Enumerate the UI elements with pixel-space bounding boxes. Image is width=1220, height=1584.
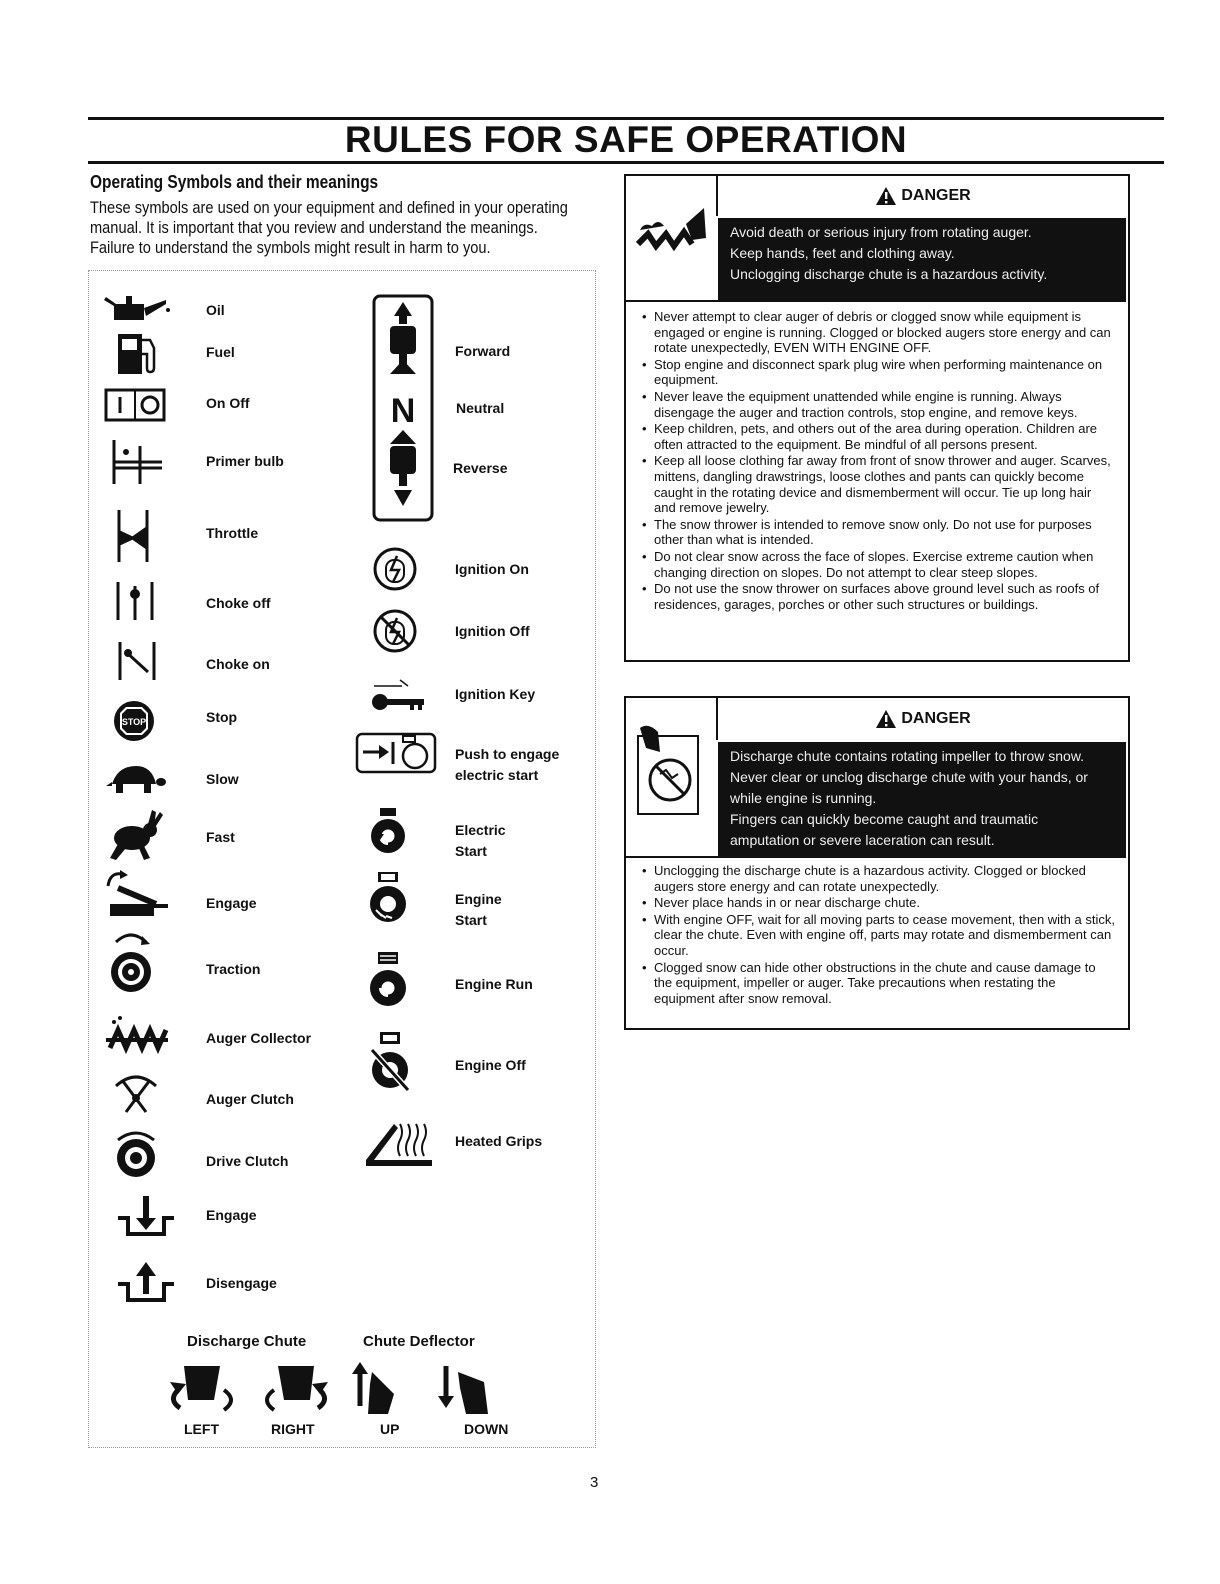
- symbol-label-traction: Traction: [206, 961, 261, 977]
- danger-message-1: [718, 218, 1126, 300]
- gear-label-reverse: Reverse: [453, 460, 508, 476]
- danger-bullets-2: [640, 863, 1116, 1007]
- ignition-key-icon: [370, 672, 426, 714]
- danger-line: Discharge chute contains rotating impeller to throw snow.: [730, 748, 1085, 764]
- danger-header-1: [716, 176, 1128, 216]
- list-item: • Stop engine and disconnect spark plug wire when performing maintenance on equipment.: [640, 357, 1116, 388]
- symbol-label-push-engage: Push to engage: [455, 746, 560, 762]
- danger-header-2: [716, 698, 1128, 740]
- choke-off-icon: [114, 580, 156, 622]
- danger-line: Avoid death or serious injury from rotating auger.: [730, 224, 1032, 240]
- symbol-label-fuel: Fuel: [206, 344, 235, 360]
- list-item: • Never attempt to clear auger of debris or clogged snow while equipment is engaged or engine is running. Clogged or blocked augers store energy and can rotate unexpectedly, EVEN WITH ENGINE OFF.: [640, 309, 1116, 356]
- symbol-label-oil: Oil: [206, 302, 225, 318]
- engage-arrow-down-icon: [116, 1194, 178, 1238]
- intro-line: manual. It is important that you review and understand the meanings.: [90, 218, 538, 237]
- drive-clutch-icon: [112, 1130, 160, 1178]
- symbol-label-auger-collector: Auger Collector: [206, 1030, 312, 1046]
- intro-line: Failure to understand the symbols might result in harm to you.: [90, 238, 491, 257]
- symbol-label-ignition-on: Ignition On: [455, 561, 529, 577]
- symbols-heading: Operating Symbols and their meanings: [90, 172, 379, 192]
- symbol-label-choke-on: Choke on: [206, 656, 270, 672]
- danger-divider-1: [626, 300, 1126, 302]
- rabbit-icon: [108, 808, 164, 862]
- push-electric-start-icon: [355, 730, 437, 776]
- rotating-auger-hazard-icon: [626, 194, 716, 264]
- chute-label-up: UP: [380, 1421, 400, 1437]
- symbol-label-fast: Fast: [206, 829, 235, 845]
- list-item: • With engine OFF, wait for all moving parts to cease movement, then with a stick, clear the chute. Even with engine off, parts may rotate and dismemberment can occur.: [640, 912, 1116, 959]
- list-item: • Clogged snow can hide other obstructions in the chute and cause damage to the equipment, impeller or auger. Take precautions when restating the equipment after snow removal.: [640, 960, 1116, 1007]
- discharge-chute-hand-hazard-icon: [636, 722, 706, 822]
- list-item: • Keep all loose clothing far away from front of snow thrower and auger. Scarves, mittens, dangling drawstrings, loose clothes and pants can quickly become caught in the rotating device and dismemberment will occur. Tie up long hair and remove jewelry.: [640, 453, 1116, 515]
- chute-right-icon: [254, 1360, 334, 1416]
- auger-collector-icon: [104, 1012, 170, 1056]
- symbol-label-on-off: On Off: [206, 395, 250, 411]
- symbol-label-engine-start-line: Start: [455, 912, 487, 928]
- symbol-label-start: Start: [455, 843, 487, 859]
- electric-start-icon: [370, 806, 406, 858]
- list-item: • Never leave the equipment unattended while engine is running. Always disengage the auger and traction controls, stop engine, and remove keys.: [640, 389, 1116, 420]
- fuel-pump-icon: [116, 330, 160, 376]
- throttle-icon: [116, 508, 150, 564]
- gear-label-forward: Forward: [455, 343, 511, 359]
- ignition-on-icon: [372, 546, 418, 592]
- symbol-label-engine-off: Engine Off: [455, 1057, 526, 1073]
- chute-label-left: LEFT: [184, 1421, 219, 1437]
- symbol-label-auger-clutch: Auger Clutch: [206, 1091, 294, 1107]
- symbol-label-slow: Slow: [206, 771, 239, 787]
- warning-triangle-icon: [875, 186, 897, 206]
- list-item: • Do not clear snow across the face of slopes. Exercise extreme caution when changing direction on slopes. Do not attempt to clear steep slopes.: [640, 549, 1116, 580]
- chute-deflector-heading: Chute Deflector: [363, 1333, 475, 1350]
- symbol-label-electric-start-line: electric start: [455, 767, 539, 783]
- choke-on-icon: [116, 640, 158, 682]
- gear-label-neutral: Neutral: [456, 400, 505, 416]
- symbol-label-disengage: Disengage: [206, 1275, 277, 1291]
- discharge-chute-heading: Discharge Chute: [187, 1333, 307, 1350]
- ignition-off-icon: [372, 608, 418, 654]
- list-item: • Never place hands in or near discharge chute.: [640, 895, 1116, 911]
- danger-title-row: [718, 176, 1128, 216]
- oil-can-icon: [104, 292, 172, 328]
- auger-clutch-icon: [112, 1068, 160, 1116]
- list-item: • Unclogging the discharge chute is a hazardous activity. Clogged or blocked augers store energy and can rotate unexpectedly.: [640, 863, 1116, 894]
- warning-triangle-icon: [875, 709, 897, 729]
- danger-divider-2: [626, 856, 1126, 858]
- chute-up-icon: [350, 1358, 410, 1416]
- chute-left-icon: [164, 1360, 244, 1416]
- page-number: 3: [590, 1474, 599, 1491]
- engine-run-icon: [368, 950, 408, 1010]
- symbol-label-stop: Stop: [206, 709, 238, 725]
- page-title: RULES FOR SAFE OPERATION: [344, 119, 908, 160]
- symbol-label-engine: Engine: [455, 891, 502, 907]
- danger-message-2: [718, 742, 1126, 856]
- danger-title-row: [718, 698, 1128, 740]
- symbol-label-ignition-key: Ignition Key: [455, 686, 536, 702]
- danger-line: Never clear or unclog discharge chute with your hands, or: [730, 769, 1088, 785]
- danger-icon-cell: [626, 176, 716, 300]
- symbol-label-electric: Electric: [455, 822, 506, 838]
- neutral-letter: N: [390, 392, 416, 430]
- engage-lever-icon: [104, 868, 170, 920]
- list-item: • Do not use the snow thrower on surfaces above ground level such as roofs of residences, garages, porches or other such structures or buildings.: [640, 581, 1116, 612]
- gear-selector-icon: [372, 294, 434, 522]
- primer-bulb-icon: [110, 438, 166, 486]
- symbol-label-primer-bulb: Primer bulb: [206, 453, 284, 469]
- danger-line: Unclogging discharge chute is a hazardous activity.: [730, 266, 1048, 282]
- intro-line: These symbols are used on your equipment and defined in your operating: [90, 198, 568, 217]
- heated-grips-icon: [364, 1120, 436, 1168]
- danger-line: amputation or severe laceration can result.: [730, 832, 995, 848]
- symbol-label-throttle: Throttle: [206, 525, 259, 541]
- symbol-label-engage-lever: Engage: [206, 895, 257, 911]
- on-off-icon: [104, 388, 166, 422]
- disengage-arrow-up-icon: [116, 1260, 178, 1304]
- chute-down-icon: [436, 1358, 496, 1416]
- chute-label-right: RIGHT: [271, 1421, 315, 1437]
- chute-label-down: DOWN: [464, 1421, 509, 1437]
- list-item: • The snow thrower is intended to remove snow only. Do not use for purposes other than what is intended.: [640, 517, 1116, 548]
- symbols-intro: [90, 198, 606, 258]
- symbol-label-drive-clutch: Drive Clutch: [206, 1153, 289, 1169]
- list-item: • Keep children, pets, and others out of the area during operation. Children are often attracted to the equipment. Be mindful of all persons present.: [640, 421, 1116, 452]
- turtle-icon: [104, 762, 166, 796]
- symbol-label-engage: Engage: [206, 1207, 257, 1223]
- title-rule-bottom: [88, 161, 1164, 164]
- danger-icon-cell-2: [626, 698, 716, 856]
- stop-sign-icon: [113, 700, 155, 742]
- symbol-label-engine-run: Engine Run: [455, 976, 533, 992]
- danger-line: Keep hands, feet and clothing away.: [730, 245, 955, 261]
- engine-start-icon: [368, 870, 408, 926]
- engine-off-icon: [368, 1030, 412, 1092]
- symbol-label-ignition-off: Ignition Off: [455, 623, 530, 639]
- traction-wheel-icon: [108, 930, 154, 994]
- symbol-label-heated-grips: Heated Grips: [455, 1133, 543, 1149]
- danger-title: DANGER: [901, 187, 971, 204]
- danger-line: while engine is running.: [730, 790, 877, 806]
- symbol-label-choke-off: Choke off: [206, 595, 271, 611]
- svg-text:STOP: STOP: [121, 717, 147, 727]
- danger-bullets-1: [640, 309, 1116, 613]
- danger-title: DANGER: [901, 710, 971, 727]
- danger-line: Fingers can quickly become caught and traumatic: [730, 811, 1039, 827]
